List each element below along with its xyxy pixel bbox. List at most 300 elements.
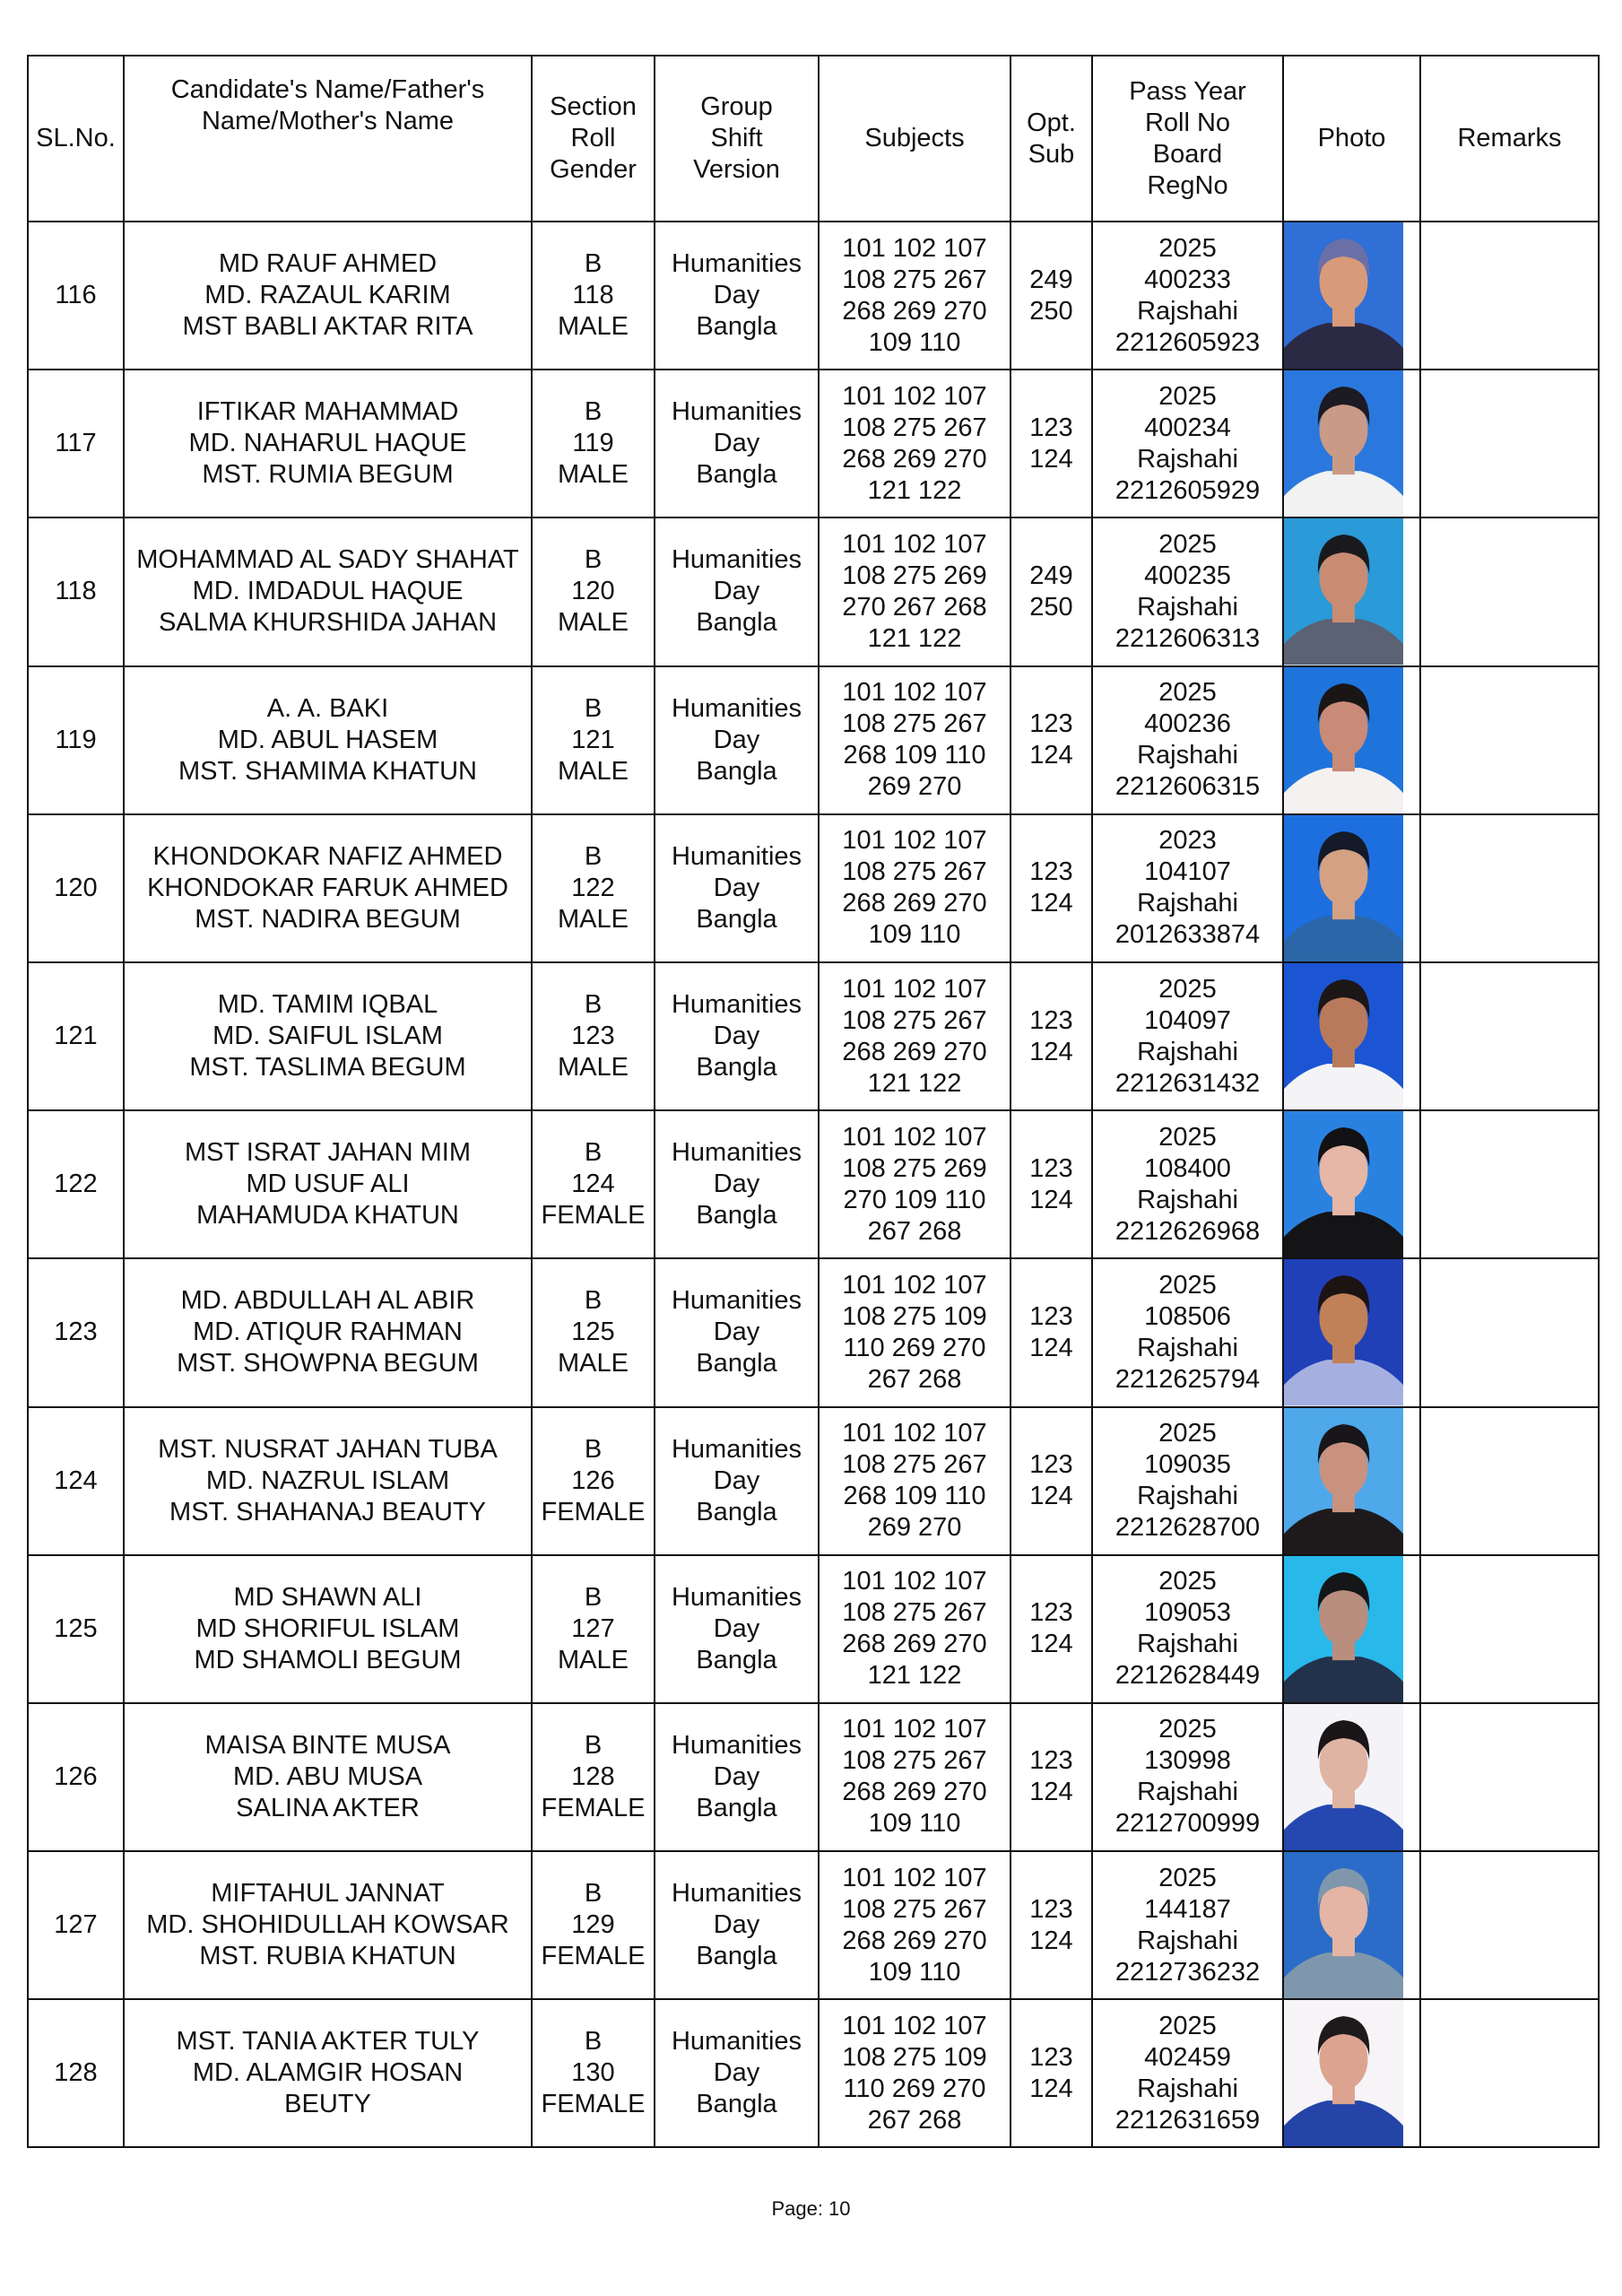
candidate-name: MD. TAMIM IQBAL bbox=[217, 990, 438, 1020]
table-row bbox=[28, 370, 1599, 517]
opt-sub-cell bbox=[1010, 1703, 1092, 1851]
opt-sub: 123 bbox=[1029, 1005, 1073, 1035]
subjects-cell bbox=[819, 962, 1010, 1110]
mother-name: MST. RUMIA BEGUM bbox=[202, 460, 454, 490]
remarks-cell bbox=[1420, 962, 1599, 1110]
pass-info-cell bbox=[1092, 1555, 1283, 1703]
subjects-line: 268 269 270 bbox=[842, 1926, 987, 1955]
pass-info-cell bbox=[1092, 1703, 1283, 1851]
subjects-cell bbox=[819, 1999, 1010, 2147]
subjects-line: 108 275 109 bbox=[842, 1301, 987, 1331]
reg-no: 2212606315 bbox=[1115, 772, 1261, 802]
candidate-name: MST. TANIA AKTER TULY bbox=[176, 2027, 480, 2057]
gender: MALE bbox=[558, 608, 629, 638]
pass-year: 2025 bbox=[1158, 1270, 1217, 1300]
shift: Day bbox=[713, 281, 760, 310]
gender: FEMALE bbox=[541, 1497, 646, 1526]
subjects-cell bbox=[819, 814, 1010, 962]
mother-name: SALMA KHURSHIDA JAHAN bbox=[158, 608, 498, 638]
names-cell bbox=[124, 1703, 532, 1851]
sl-no: 128 bbox=[54, 2058, 98, 2088]
section-cell bbox=[532, 1851, 655, 1999]
sl-no-cell bbox=[28, 1407, 124, 1555]
section: B bbox=[584, 249, 603, 279]
pass-year: 2023 bbox=[1158, 826, 1217, 856]
subjects-line: 108 275 269 bbox=[842, 561, 987, 590]
board: Rajshahi bbox=[1137, 741, 1238, 770]
pass-info-cell bbox=[1092, 1999, 1283, 2147]
header-pass-info bbox=[1092, 56, 1283, 222]
version: Bangla bbox=[696, 608, 777, 638]
version: Bangla bbox=[696, 2090, 777, 2119]
subjects-line: 121 122 bbox=[867, 1661, 962, 1691]
candidate-name: MD SHAWN ALI bbox=[233, 1582, 422, 1612]
names-cell bbox=[124, 1999, 532, 2147]
candidate-photo bbox=[1284, 370, 1403, 517]
portrait-icon bbox=[1284, 963, 1403, 1109]
opt-sub: 124 bbox=[1029, 1037, 1073, 1066]
header-group-line: Version bbox=[693, 155, 780, 184]
section: B bbox=[584, 1286, 603, 1316]
gender: FEMALE bbox=[541, 2090, 646, 2119]
header-names-line: Candidate's Name/Father's bbox=[170, 75, 485, 104]
section-cell bbox=[532, 1555, 655, 1703]
shift: Day bbox=[713, 1170, 760, 1199]
sl-no: 119 bbox=[55, 725, 97, 754]
remarks-cell bbox=[1420, 370, 1599, 517]
photo-cell bbox=[1283, 666, 1420, 814]
sl-no: 122 bbox=[54, 1170, 98, 1199]
father-name: MD. ALAMGIR HOSAN bbox=[192, 2058, 464, 2088]
pass-year: 2025 bbox=[1158, 1419, 1217, 1448]
group-cell bbox=[655, 1258, 819, 1406]
father-name: MD. SHOHIDULLAH KOWSAR bbox=[146, 1910, 509, 1940]
pass-info-cell bbox=[1092, 370, 1283, 517]
opt-sub: 123 bbox=[1029, 1153, 1073, 1183]
mother-name: MST. RUBIA KHATUN bbox=[199, 1942, 456, 1971]
sl-no: 120 bbox=[54, 873, 98, 902]
candidate-name: KHONDOKAR NAFIZ AHMED bbox=[152, 841, 503, 871]
sl-no-cell bbox=[28, 814, 124, 962]
father-name: MD. RAZAUL KARIM bbox=[204, 281, 451, 310]
sl-no: 121 bbox=[54, 1022, 98, 1051]
group-cell bbox=[655, 370, 819, 517]
mother-name: MST. NADIRA BEGUM bbox=[195, 904, 461, 934]
subjects-line: 270 267 268 bbox=[842, 592, 987, 622]
section: B bbox=[584, 1434, 603, 1464]
prev-roll-no: 104107 bbox=[1144, 857, 1231, 887]
group-cell bbox=[655, 1555, 819, 1703]
remarks-cell bbox=[1420, 1258, 1599, 1406]
pass-year: 2025 bbox=[1158, 381, 1217, 411]
header-section-line: Section bbox=[550, 92, 637, 121]
pass-year: 2025 bbox=[1158, 1122, 1217, 1152]
sl-no-cell bbox=[28, 370, 124, 517]
header-sl-no-label: SL.No. bbox=[36, 124, 116, 152]
mother-name: MST. SHOWPNA BEGUM bbox=[177, 1349, 479, 1378]
portrait-icon bbox=[1284, 1259, 1403, 1405]
opt-sub-cell bbox=[1010, 222, 1092, 370]
version: Bangla bbox=[696, 1053, 777, 1083]
section-cell bbox=[532, 1703, 655, 1851]
subjects-line: 121 122 bbox=[867, 475, 962, 505]
opt-sub: 123 bbox=[1029, 1598, 1073, 1628]
sl-no: 125 bbox=[54, 1613, 98, 1643]
pass-info-cell bbox=[1092, 666, 1283, 814]
header-pass-info-line: Pass Year bbox=[1129, 76, 1246, 106]
names-cell bbox=[124, 222, 532, 370]
subjects-cell bbox=[819, 666, 1010, 814]
table-row bbox=[28, 666, 1599, 814]
candidate-photo bbox=[1284, 1111, 1403, 1257]
father-name: MD USUF ALI bbox=[246, 1170, 410, 1199]
gender: MALE bbox=[558, 904, 629, 934]
sl-no-cell bbox=[28, 222, 124, 370]
header-opt-sub-line: Sub bbox=[1028, 139, 1075, 169]
sl-no-cell bbox=[28, 1555, 124, 1703]
roll: 123 bbox=[571, 1022, 615, 1051]
subjects-line: 101 102 107 bbox=[842, 529, 987, 559]
candidate-name: MIFTAHUL JANNAT bbox=[211, 1879, 445, 1909]
remarks-cell bbox=[1420, 517, 1599, 665]
remarks-cell bbox=[1420, 1703, 1599, 1851]
section: B bbox=[584, 693, 603, 723]
sl-no: 116 bbox=[55, 281, 97, 310]
opt-sub: 123 bbox=[1029, 2042, 1073, 2072]
group-cell bbox=[655, 1407, 819, 1555]
opt-sub: 249 bbox=[1029, 561, 1073, 590]
table-row bbox=[28, 1555, 1599, 1703]
remarks-cell bbox=[1420, 222, 1599, 370]
gender: MALE bbox=[558, 756, 629, 786]
board: Rajshahi bbox=[1137, 444, 1238, 474]
header-section bbox=[532, 56, 655, 222]
subjects-line: 101 102 107 bbox=[842, 678, 987, 708]
prev-roll-no: 108400 bbox=[1144, 1153, 1231, 1183]
subjects-line: 109 110 bbox=[868, 1809, 961, 1839]
subjects-line: 101 102 107 bbox=[842, 826, 987, 856]
group: Humanities bbox=[671, 1138, 802, 1168]
group: Humanities bbox=[671, 1434, 802, 1464]
candidate-name: MST. NUSRAT JAHAN TUBA bbox=[158, 1434, 498, 1464]
table-row bbox=[28, 222, 1599, 370]
version: Bangla bbox=[696, 312, 777, 342]
table-row bbox=[28, 517, 1599, 665]
reg-no: 2212700999 bbox=[1115, 1809, 1261, 1839]
section-cell bbox=[532, 222, 655, 370]
table-header-row bbox=[28, 56, 1599, 222]
pass-year: 2025 bbox=[1158, 2011, 1217, 2040]
table-row bbox=[28, 962, 1599, 1110]
roll: 129 bbox=[571, 1910, 615, 1940]
board: Rajshahi bbox=[1137, 1185, 1238, 1214]
mother-name: MD SHAMOLI BEGUM bbox=[194, 1645, 462, 1674]
shift: Day bbox=[713, 1761, 760, 1791]
shift: Day bbox=[713, 873, 760, 902]
header-photo bbox=[1283, 56, 1420, 222]
pass-year: 2025 bbox=[1158, 1715, 1217, 1744]
candidate-photo bbox=[1284, 1704, 1403, 1850]
gender: FEMALE bbox=[541, 1942, 646, 1971]
opt-sub: 123 bbox=[1029, 413, 1073, 442]
reg-no: 2012633874 bbox=[1115, 920, 1261, 950]
reg-no: 2212628449 bbox=[1115, 1661, 1261, 1691]
group: Humanities bbox=[671, 1582, 802, 1612]
father-name: KHONDOKAR FARUK AHMED bbox=[147, 873, 508, 902]
opt-sub-cell bbox=[1010, 517, 1092, 665]
portrait-icon bbox=[1284, 1111, 1403, 1257]
sl-no: 127 bbox=[54, 1910, 98, 1940]
candidate-photo bbox=[1284, 1852, 1403, 1998]
photo-cell bbox=[1283, 1258, 1420, 1406]
opt-sub: 123 bbox=[1029, 1894, 1073, 1924]
opt-sub: 124 bbox=[1029, 1630, 1073, 1659]
subjects-cell bbox=[819, 1851, 1010, 1999]
candidate-photo bbox=[1284, 222, 1403, 369]
section-cell bbox=[532, 370, 655, 517]
subjects-line: 101 102 107 bbox=[842, 2011, 987, 2040]
table-row bbox=[28, 1407, 1599, 1555]
shift: Day bbox=[713, 2058, 760, 2088]
gender: MALE bbox=[558, 1645, 629, 1674]
photo-cell bbox=[1283, 370, 1420, 517]
names-cell bbox=[124, 814, 532, 962]
subjects-line: 269 270 bbox=[867, 1513, 962, 1543]
group-cell bbox=[655, 1999, 819, 2147]
section: B bbox=[584, 1138, 603, 1168]
subjects-cell bbox=[819, 1703, 1010, 1851]
subjects-line: 121 122 bbox=[867, 1068, 962, 1098]
version: Bangla bbox=[696, 1793, 777, 1822]
sl-no: 124 bbox=[54, 1465, 98, 1495]
section: B bbox=[584, 2027, 603, 2057]
opt-sub: 123 bbox=[1029, 1450, 1073, 1480]
group: Humanities bbox=[671, 693, 802, 723]
shift: Day bbox=[713, 725, 760, 754]
portrait-icon bbox=[1284, 222, 1403, 369]
subjects-line: 108 275 269 bbox=[842, 1153, 987, 1183]
subjects-line: 108 275 109 bbox=[842, 2042, 987, 2072]
subjects-line: 268 269 270 bbox=[842, 1037, 987, 1066]
opt-sub: 250 bbox=[1029, 296, 1073, 326]
sl-no-cell bbox=[28, 666, 124, 814]
opt-sub: 124 bbox=[1029, 1482, 1073, 1511]
sl-no-cell bbox=[28, 517, 124, 665]
subjects-line: 101 102 107 bbox=[842, 1715, 987, 1744]
gender: MALE bbox=[558, 460, 629, 490]
gender: FEMALE bbox=[541, 1793, 646, 1822]
pass-info-cell bbox=[1092, 1851, 1283, 1999]
opt-sub: 124 bbox=[1029, 741, 1073, 770]
opt-sub-cell bbox=[1010, 1407, 1092, 1555]
opt-sub: 123 bbox=[1029, 709, 1073, 739]
subjects-line: 268 269 270 bbox=[842, 1630, 987, 1659]
photo-cell bbox=[1283, 222, 1420, 370]
subjects-line: 108 275 267 bbox=[842, 709, 987, 739]
portrait-icon bbox=[1284, 815, 1403, 961]
candidate-name: A. A. BAKI bbox=[266, 693, 389, 723]
subjects-line: 101 102 107 bbox=[842, 1270, 987, 1300]
subjects-cell bbox=[819, 1110, 1010, 1258]
names-cell bbox=[124, 1555, 532, 1703]
father-name: MD. NAHARUL HAQUE bbox=[188, 429, 467, 458]
reg-no: 2212736232 bbox=[1115, 1957, 1261, 1987]
board: Rajshahi bbox=[1137, 1037, 1238, 1066]
opt-sub: 124 bbox=[1029, 1333, 1073, 1362]
pass-year: 2025 bbox=[1158, 1863, 1217, 1892]
group: Humanities bbox=[671, 249, 802, 279]
opt-sub-cell bbox=[1010, 666, 1092, 814]
mother-name: MST BABLI AKTAR RITA bbox=[182, 312, 473, 342]
father-name: MD. ABU MUSA bbox=[232, 1761, 423, 1791]
board: Rajshahi bbox=[1137, 889, 1238, 918]
pass-year: 2025 bbox=[1158, 529, 1217, 559]
section-cell bbox=[532, 1110, 655, 1258]
photo-cell bbox=[1283, 962, 1420, 1110]
version: Bangla bbox=[696, 1497, 777, 1526]
subjects-line: 269 270 bbox=[867, 772, 962, 802]
roll: 125 bbox=[571, 1318, 615, 1347]
opt-sub: 250 bbox=[1029, 592, 1073, 622]
prev-roll-no: 400234 bbox=[1144, 413, 1231, 442]
candidate-name: MAISA BINTE MUSA bbox=[204, 1730, 451, 1760]
header-names-line: Name/Mother's Name bbox=[201, 107, 455, 135]
group: Humanities bbox=[671, 2027, 802, 2057]
roll: 130 bbox=[571, 2058, 615, 2088]
reg-no: 2212605923 bbox=[1115, 327, 1261, 357]
opt-sub: 124 bbox=[1029, 1778, 1073, 1807]
reg-no: 2212626968 bbox=[1115, 1216, 1261, 1246]
subjects-line: 108 275 267 bbox=[842, 413, 987, 442]
subjects-line: 108 275 267 bbox=[842, 1450, 987, 1480]
roll: 124 bbox=[571, 1170, 615, 1199]
subjects-line: 270 109 110 bbox=[843, 1185, 986, 1214]
group: Humanities bbox=[671, 841, 802, 871]
header-remarks bbox=[1420, 56, 1599, 222]
section: B bbox=[584, 990, 603, 1020]
shift: Day bbox=[713, 1465, 760, 1495]
header-opt-sub bbox=[1010, 56, 1092, 222]
reg-no: 2212625794 bbox=[1115, 1364, 1261, 1394]
header-section-line: Roll bbox=[570, 124, 616, 152]
group: Humanities bbox=[671, 990, 802, 1020]
portrait-icon bbox=[1284, 1408, 1403, 1554]
shift: Day bbox=[713, 429, 760, 458]
photo-cell bbox=[1283, 814, 1420, 962]
opt-sub: 124 bbox=[1029, 1185, 1073, 1214]
portrait-icon bbox=[1284, 1556, 1403, 1702]
reg-no: 2212605929 bbox=[1115, 475, 1261, 505]
opt-sub-cell bbox=[1010, 1110, 1092, 1258]
version: Bangla bbox=[696, 756, 777, 786]
section-cell bbox=[532, 1999, 655, 2147]
board: Rajshahi bbox=[1137, 1778, 1238, 1807]
group: Humanities bbox=[671, 397, 802, 427]
opt-sub: 124 bbox=[1029, 1926, 1073, 1955]
header-photo-label: Photo bbox=[1317, 124, 1386, 152]
shift: Day bbox=[713, 1613, 760, 1643]
header-group-line: Shift bbox=[710, 124, 763, 152]
subjects-line: 108 275 267 bbox=[842, 1746, 987, 1776]
subjects-cell bbox=[819, 517, 1010, 665]
subjects-line: 267 268 bbox=[867, 1364, 962, 1394]
version: Bangla bbox=[696, 460, 777, 490]
subjects-line: 101 102 107 bbox=[842, 1419, 987, 1448]
group-cell bbox=[655, 1703, 819, 1851]
subjects-line: 267 268 bbox=[867, 2105, 962, 2135]
section: B bbox=[584, 1582, 603, 1612]
photo-cell bbox=[1283, 517, 1420, 665]
pass-info-cell bbox=[1092, 1407, 1283, 1555]
names-cell bbox=[124, 962, 532, 1110]
candidate-name: MOHAMMAD AL SADY SHAHAT bbox=[136, 545, 519, 575]
portrait-icon bbox=[1284, 1852, 1403, 1998]
sl-no-cell bbox=[28, 1258, 124, 1406]
mother-name: BEUTY bbox=[284, 2090, 371, 2119]
header-subjects bbox=[819, 56, 1010, 222]
section: B bbox=[584, 1730, 603, 1760]
sl-no-cell bbox=[28, 1110, 124, 1258]
pass-info-cell bbox=[1092, 962, 1283, 1110]
table-row bbox=[28, 1703, 1599, 1851]
prev-roll-no: 109035 bbox=[1144, 1450, 1231, 1480]
opt-sub: 123 bbox=[1029, 1746, 1073, 1776]
subjects-line: 108 275 267 bbox=[842, 1005, 987, 1035]
group-cell bbox=[655, 1851, 819, 1999]
opt-sub-cell bbox=[1010, 1851, 1092, 1999]
subjects-line: 108 275 267 bbox=[842, 265, 987, 294]
names-cell bbox=[124, 1110, 532, 1258]
subjects-line: 108 275 267 bbox=[842, 1894, 987, 1924]
opt-sub-cell bbox=[1010, 370, 1092, 517]
subjects-cell bbox=[819, 370, 1010, 517]
subjects-line: 109 110 bbox=[868, 920, 961, 950]
photo-cell bbox=[1283, 1999, 1420, 2147]
subjects-line: 110 269 270 bbox=[843, 1333, 986, 1362]
mother-name: MST. SHAHANAJ BEAUTY bbox=[169, 1497, 486, 1526]
portrait-icon bbox=[1284, 2000, 1403, 2146]
subjects-line: 268 269 270 bbox=[842, 889, 987, 918]
shift: Day bbox=[713, 577, 760, 606]
gender: FEMALE bbox=[541, 1201, 646, 1231]
subjects-line: 268 269 270 bbox=[842, 1778, 987, 1807]
subjects-cell bbox=[819, 1407, 1010, 1555]
remarks-cell bbox=[1420, 1999, 1599, 2147]
group: Humanities bbox=[671, 1730, 802, 1760]
table-row bbox=[28, 1258, 1599, 1406]
roll: 120 bbox=[571, 577, 615, 606]
prev-roll-no: 400236 bbox=[1144, 709, 1231, 739]
photo-cell bbox=[1283, 1407, 1420, 1555]
header-section-line: Gender bbox=[550, 155, 637, 184]
prev-roll-no: 402459 bbox=[1144, 2042, 1231, 2072]
opt-sub-cell bbox=[1010, 962, 1092, 1110]
section-cell bbox=[532, 962, 655, 1110]
candidate-photo bbox=[1284, 667, 1403, 813]
header-opt-sub-line: Opt. bbox=[1027, 108, 1076, 137]
remarks-cell bbox=[1420, 1110, 1599, 1258]
subjects-line: 108 275 267 bbox=[842, 1598, 987, 1628]
portrait-icon bbox=[1284, 667, 1403, 813]
header-remarks-label: Remarks bbox=[1457, 124, 1562, 152]
section: B bbox=[584, 1879, 603, 1909]
candidate-photo bbox=[1284, 1408, 1403, 1554]
prev-roll-no: 109053 bbox=[1144, 1598, 1231, 1628]
roll: 118 bbox=[572, 281, 614, 310]
portrait-icon bbox=[1284, 370, 1403, 517]
photo-cell bbox=[1283, 1555, 1420, 1703]
board: Rajshahi bbox=[1137, 1926, 1238, 1955]
